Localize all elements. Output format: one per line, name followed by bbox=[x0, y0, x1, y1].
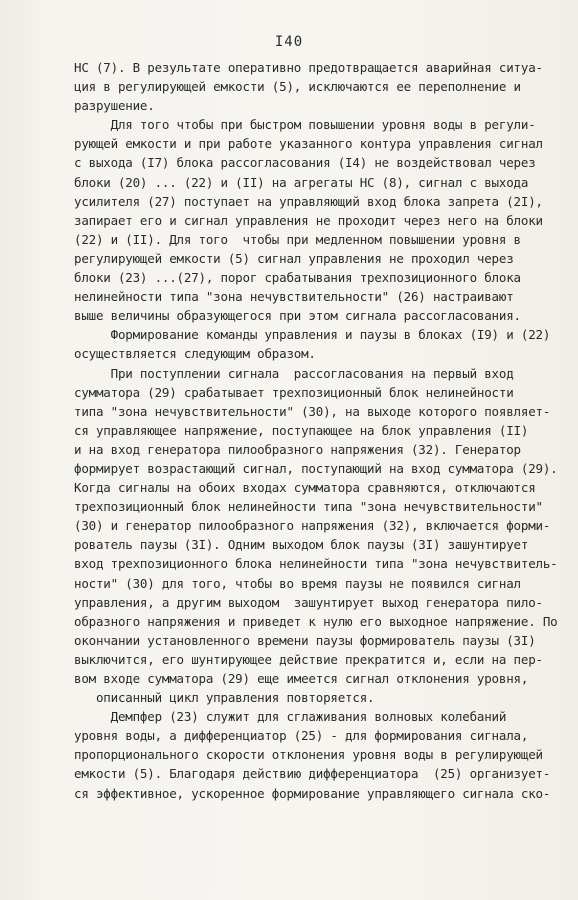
text-line: вход трехпозиционного блока нелинейности типа "зона нечувствитель- bbox=[74, 556, 558, 572]
text-line: выше величины образующегося при этом сигнала рассогласования. bbox=[74, 308, 521, 324]
text-line: запирает его и сигнал управления не проходит через него на блоки bbox=[74, 212, 543, 228]
text-line: рующей емкости и при работе указанного контура управления сигнал bbox=[74, 136, 543, 152]
text-line: Демпфер (23) служит для сглаживания волновых колебаний bbox=[74, 709, 507, 725]
body-text bbox=[74, 58, 574, 803]
text-line: трехпозиционный блок нелинейности типа "зона нечувствительности" bbox=[74, 499, 543, 515]
text-line: уровня воды, а дифференциатор (25) - для формирования сигнала, bbox=[74, 728, 529, 744]
text-line: емкости (5). Благодаря действию дифференциатора (25) организует- bbox=[74, 766, 551, 782]
text-line: управления, а другим выходом зашунтирует выход генератора пило- bbox=[74, 594, 543, 610]
text-line: окончании установленного времени паузы формирователь паузы (3I) bbox=[74, 632, 536, 648]
text-line: блоки (23) ...(27), порог срабатывания трехпозиционного блока bbox=[74, 270, 521, 286]
text-line: НС (7). В результате оперативно предотвращается аварийная ситуа- bbox=[74, 60, 543, 75]
text-line: нелинейности типа "зона нечувствительности" (26) настраивают bbox=[74, 289, 514, 305]
text-line: ся эффективное, ускоренное формирование управляющего сигнала ско- bbox=[74, 785, 551, 801]
text-line: разрушение. bbox=[74, 98, 155, 114]
text-line: Когда сигналы на обоих входах сумматора сравняются, отключаются bbox=[74, 480, 536, 496]
text-line: сумматора (29) срабатывает трехпозиционный блок нелинейности bbox=[74, 384, 514, 400]
text-line: блоки (20) ... (22) и (II) на агрегаты НС (8), сигнал с выхода bbox=[74, 174, 529, 190]
text-line: Для того чтобы при быстром повышении уровня воды в регули- bbox=[74, 117, 536, 133]
text-line: пропорционального скорости отклонения уровня воды в регулирующей bbox=[74, 747, 543, 763]
text-line: При поступлении сигнала рассогласования на первый вход bbox=[74, 365, 514, 381]
text-line: вом входе сумматора (29) еще имеется сигнал отклонения уровня, bbox=[74, 671, 529, 686]
text-line: с выхода (I7) блока рассогласования (I4) не воздействовал через bbox=[74, 155, 536, 171]
text-line: образного напряжения и приведет к нулю его выходное напряжение. По bbox=[74, 613, 558, 629]
text-line: рователь паузы (3I). Одним выходом блок паузы (3I) зашунтирует bbox=[74, 537, 529, 553]
text-line: (22) и (II). Для того чтобы при медленном повышении уровня в bbox=[74, 231, 521, 247]
text-line: ности" (30) для того, чтобы во время паузы не появился сигнал bbox=[74, 575, 521, 591]
text-line: ция в регулирующей емкости (5), исключаются ее переполнение и bbox=[74, 79, 521, 95]
text-line: регулирующей емкости (5) сигнал управления не проходил через bbox=[74, 250, 514, 266]
text-line: осуществляется следующим образом. bbox=[74, 346, 316, 362]
text-line: описанный цикл управления повторяется. bbox=[74, 690, 375, 706]
text-line: Формирование команды управления и паузы в блоках (I9) и (22) bbox=[74, 327, 551, 343]
text-line: (30) и генератор пилообразного напряжения (32), включается форми- bbox=[74, 518, 551, 534]
page-number: I40 bbox=[274, 34, 304, 50]
text-line: типа "зона нечувствительности" (30), на выходе которого появляет- bbox=[74, 403, 551, 419]
text-line: формирует возрастающий сигнал, поступающий на вход сумматора (29). bbox=[74, 460, 558, 476]
text-line: и на вход генератора пилообразного напряжения (32). Генератор bbox=[74, 441, 521, 457]
text-line: ся управляющее напряжение, поступающее на блок управления (II) bbox=[74, 422, 529, 438]
text-line: усилителя (27) поступает на управляющий вход блока запрета (2I), bbox=[74, 193, 543, 209]
text-line: выключится, его шунтирующее действие прекратится и, если на пер- bbox=[74, 651, 543, 667]
